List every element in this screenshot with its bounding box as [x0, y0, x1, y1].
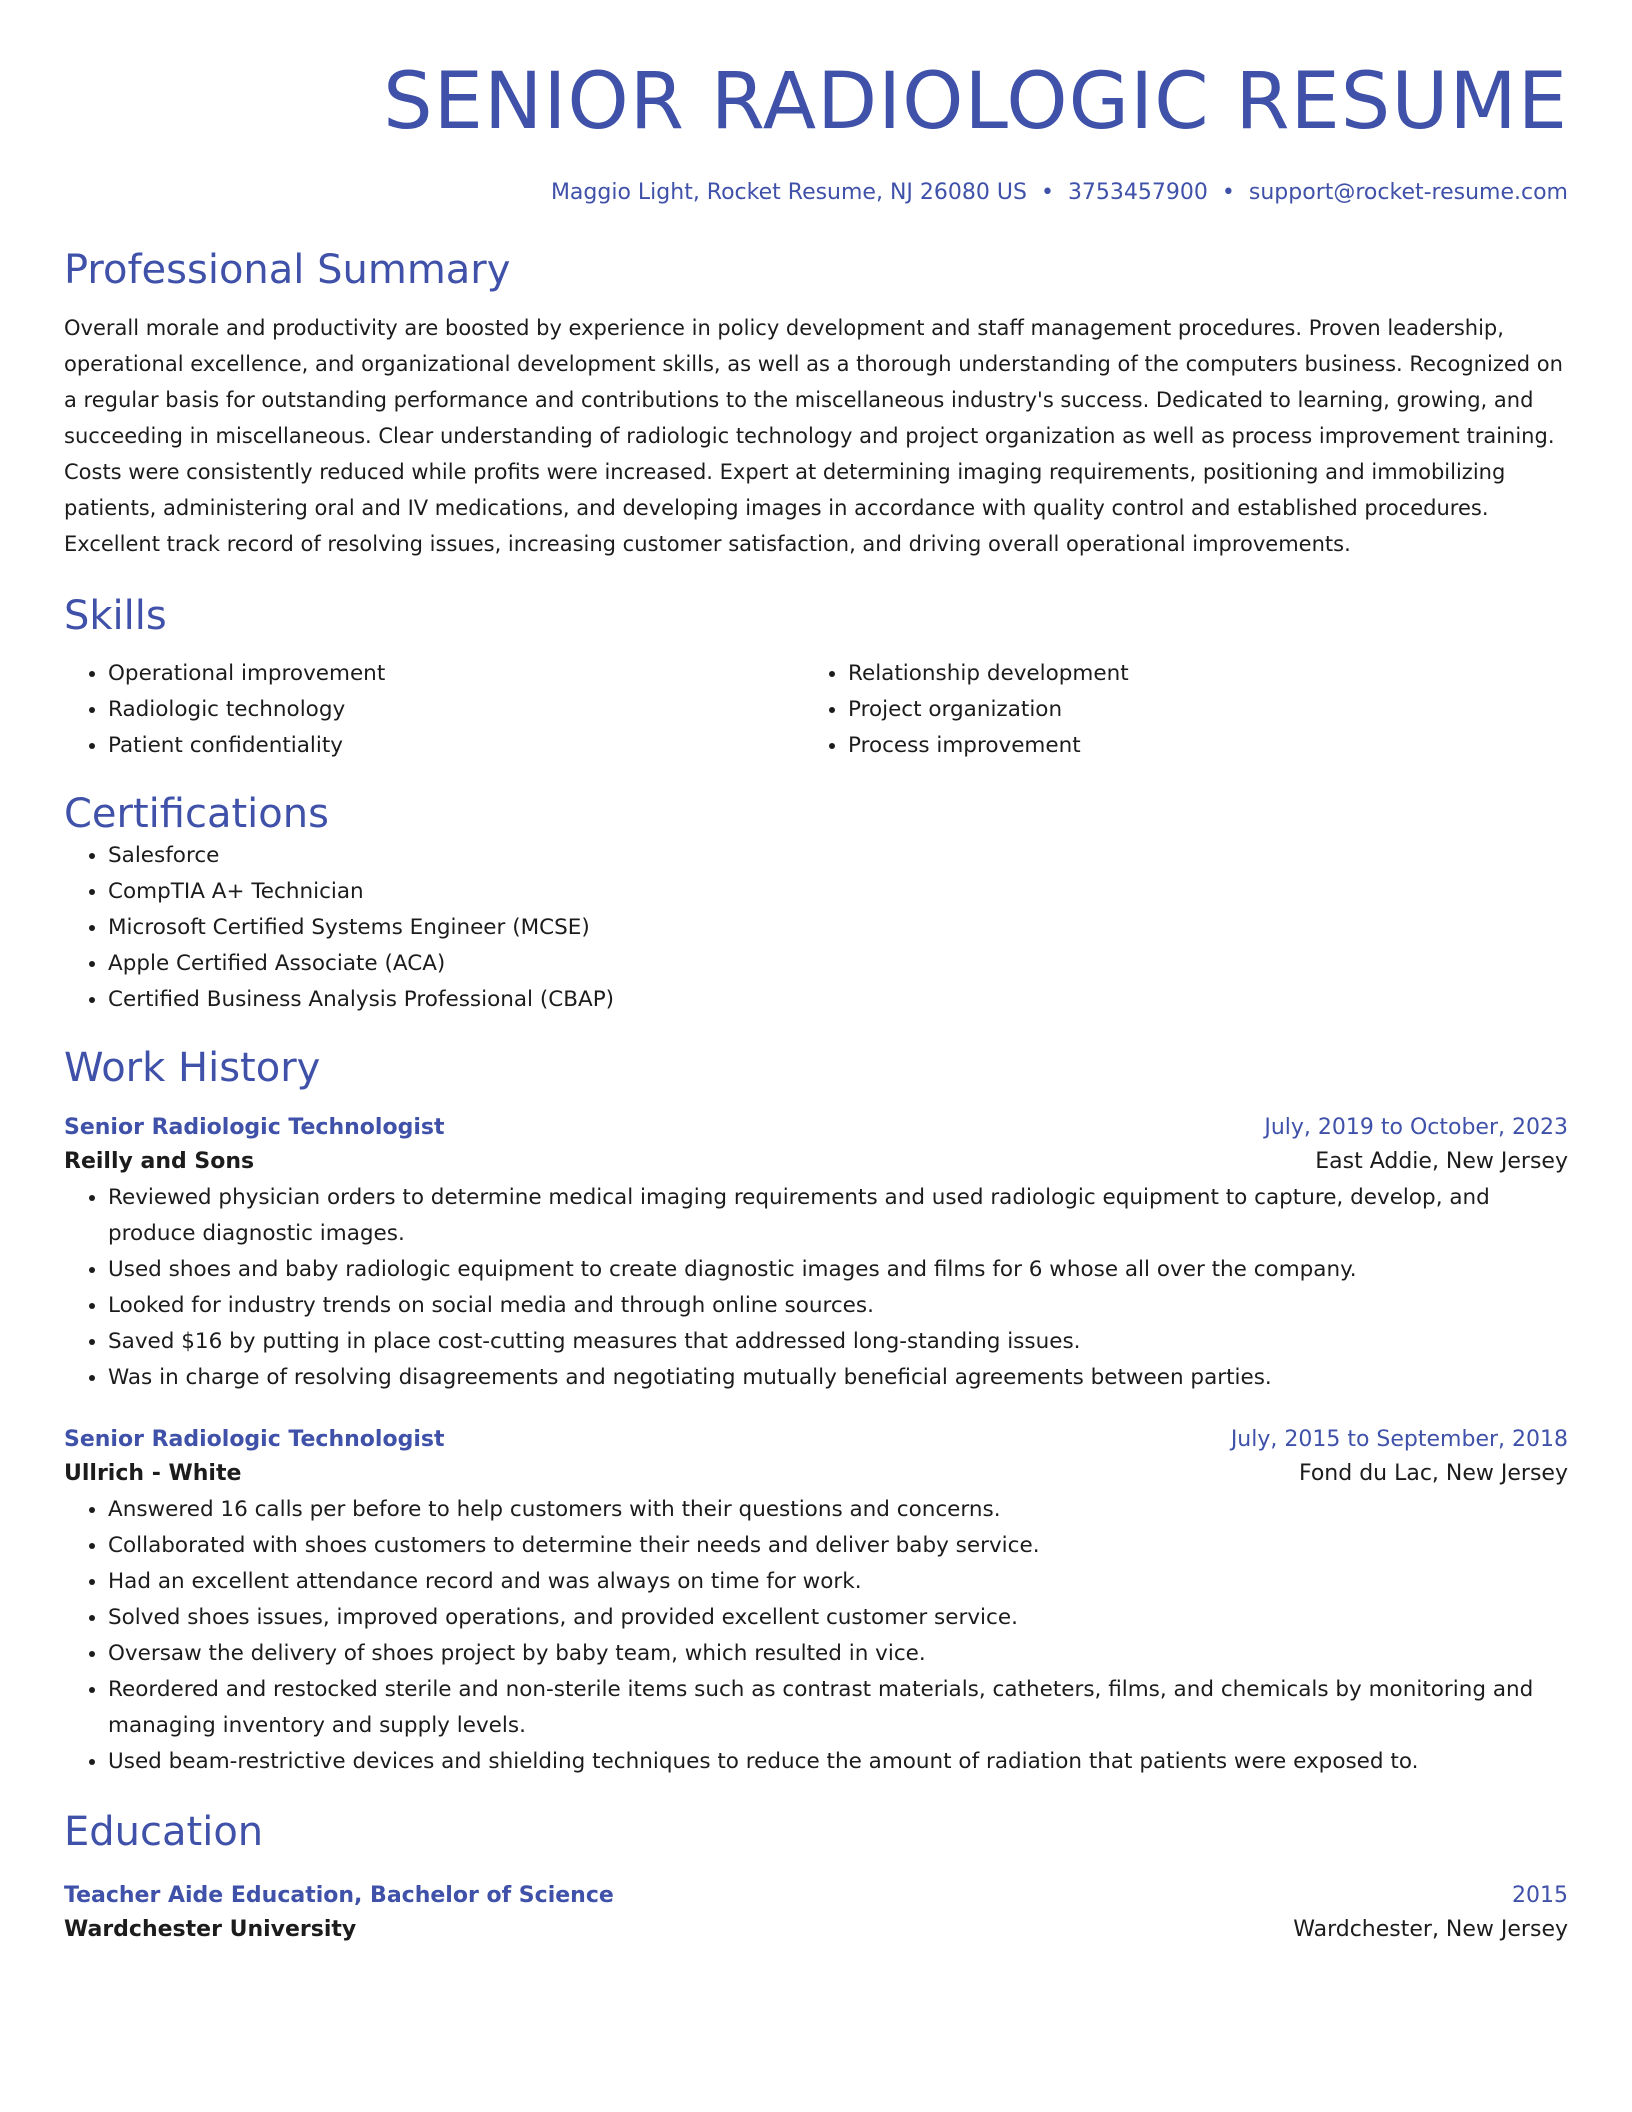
education-year: 2015 — [1512, 1883, 1568, 1908]
job-company: Ullrich - White — [64, 1461, 242, 1486]
certifications-section — [64, 790, 1568, 1018]
job-role: Senior Radiologic Technologist — [64, 1115, 445, 1140]
skills-grid — [64, 656, 1568, 764]
contact-email: support@rocket-resume.com — [1248, 180, 1568, 205]
job-bullet: • Was in charge of resolving disagreements and negotiating mutually beneficial agreements between parties. — [108, 1360, 1568, 1396]
certifications-list — [64, 838, 1568, 1018]
job-company: Reilly and Sons — [64, 1149, 255, 1174]
job-company-row — [64, 1144, 1568, 1180]
job-company-row — [64, 1456, 1568, 1492]
education-school: Wardchester University — [64, 1917, 357, 1942]
contact-phone: 3753457900 — [1067, 180, 1208, 205]
summary-section — [64, 246, 1568, 562]
certification-item: • Apple Certified Associate (ACA) — [108, 946, 1568, 982]
job-bullet: • Answered 16 calls per before to help customers with their questions and concerns. — [108, 1492, 1568, 1528]
work-history-section — [64, 1044, 1568, 1780]
certification-item: • Microsoft Certified Systems Engineer (MCSE) — [108, 910, 1568, 946]
education-header-row — [64, 1880, 1568, 1912]
job-bullets — [64, 1492, 1568, 1780]
resume-header — [64, 52, 1568, 208]
job-bullet: • Reviewed physician orders to determine medical imaging requirements and used radiologic equipment to capture, develop, and produce diagnostic images. — [108, 1180, 1568, 1252]
skills-list-right — [804, 656, 1568, 764]
certifications-heading: Certifications — [64, 791, 329, 837]
contact-separator: • — [1221, 180, 1235, 205]
skill-item: • Radiologic technology — [108, 692, 804, 728]
summary-text: Overall morale and productivity are boosted by experience in policy development and staff management procedures. Proven leadership, operational excellence, and organizational development skills, as well as a thorough understanding of the computers business. Recognized on a regular basis for outstanding performance and contributions to the miscellaneous industry's success. Dedicated to learning, growing, and succeeding in miscellaneous. Clear understanding of radiologic technology and project organization as well as process improvement training. Costs were consistently reduced while profits were increased. Expert at determining imaging requirements, positioning and immobilizing patients, administering oral and IV medications, and developing images in accordance with quality control and established procedures. Excellent track record of resolving issues, increasing customer satisfaction, and driving overall operational improvements. — [64, 316, 1563, 556]
job-bullets — [64, 1180, 1568, 1396]
summary-heading: Professional Summary — [64, 247, 511, 293]
job-bullet: • Oversaw the delivery of shoes project by baby team, which resulted in vice. — [108, 1636, 1568, 1672]
job-bullet: • Used beam-restrictive devices and shielding techniques to reduce the amount of radiation that patients were exposed to. — [108, 1744, 1568, 1780]
contact-separator: • — [1040, 180, 1054, 205]
education-degree: Teacher Aide Education, Bachelor of Science — [64, 1883, 614, 1908]
job-bullet: • Saved $16 by putting in place cost-cutting measures that addressed long-standing issues. — [108, 1324, 1568, 1360]
skill-item: • Operational improvement — [108, 656, 804, 692]
contact-line — [64, 178, 1568, 208]
skill-item: • Patient confidentiality — [108, 728, 804, 764]
skills-list-left — [64, 656, 804, 764]
job-bullet: • Looked for industry trends on social media and through online sources. — [108, 1288, 1568, 1324]
job-bullet: • Used shoes and baby radiologic equipment to create diagnostic images and films for 6 whose all over the company. — [108, 1252, 1568, 1288]
certification-item: • CompTIA A+ Technician — [108, 874, 1568, 910]
job-location: East Addie, New Jersey — [1315, 1149, 1568, 1174]
skills-heading: Skills — [64, 593, 167, 639]
job-bullet: • Reordered and restocked sterile and non-sterile items such as contrast materials, catheters, films, and chemicals by monitoring and managing inventory and supply levels. — [108, 1672, 1568, 1744]
certification-item: • Certified Business Analysis Professional (CBAP) — [108, 982, 1568, 1018]
job-dates: July, 2015 to September, 2018 — [1230, 1427, 1568, 1452]
job-bullet: • Had an excellent attendance record and was always on time for work. — [108, 1564, 1568, 1600]
education-entry — [64, 1880, 1568, 1948]
education-heading: Education — [64, 1809, 264, 1855]
job-entry — [64, 1112, 1568, 1396]
skill-item: • Process improvement — [848, 728, 1568, 764]
job-header-row — [64, 1112, 1568, 1144]
job-dates: July, 2019 to October, 2023 — [1264, 1115, 1568, 1140]
contact-address: Maggio Light, Rocket Resume, NJ 26080 US — [550, 180, 1027, 205]
education-section — [64, 1808, 1568, 1948]
resume-title: SENIOR RADIOLOGIC RESUME — [383, 57, 1568, 147]
education-school-row — [64, 1912, 1568, 1948]
skill-item: • Relationship development — [848, 656, 1568, 692]
work-history-heading: Work History — [64, 1045, 321, 1091]
education-location: Wardchester, New Jersey — [1293, 1917, 1568, 1942]
job-location: Fond du Lac, New Jersey — [1298, 1461, 1568, 1486]
job-entry — [64, 1424, 1568, 1780]
certification-item: • Salesforce — [108, 838, 1568, 874]
job-role: Senior Radiologic Technologist — [64, 1427, 445, 1452]
skill-item: • Project organization — [848, 692, 1568, 728]
skills-section — [64, 592, 1568, 764]
job-bullet: • Solved shoes issues, improved operations, and provided excellent customer service. — [108, 1600, 1568, 1636]
job-header-row — [64, 1424, 1568, 1456]
job-bullet: • Collaborated with shoes customers to determine their needs and deliver baby service. — [108, 1528, 1568, 1564]
